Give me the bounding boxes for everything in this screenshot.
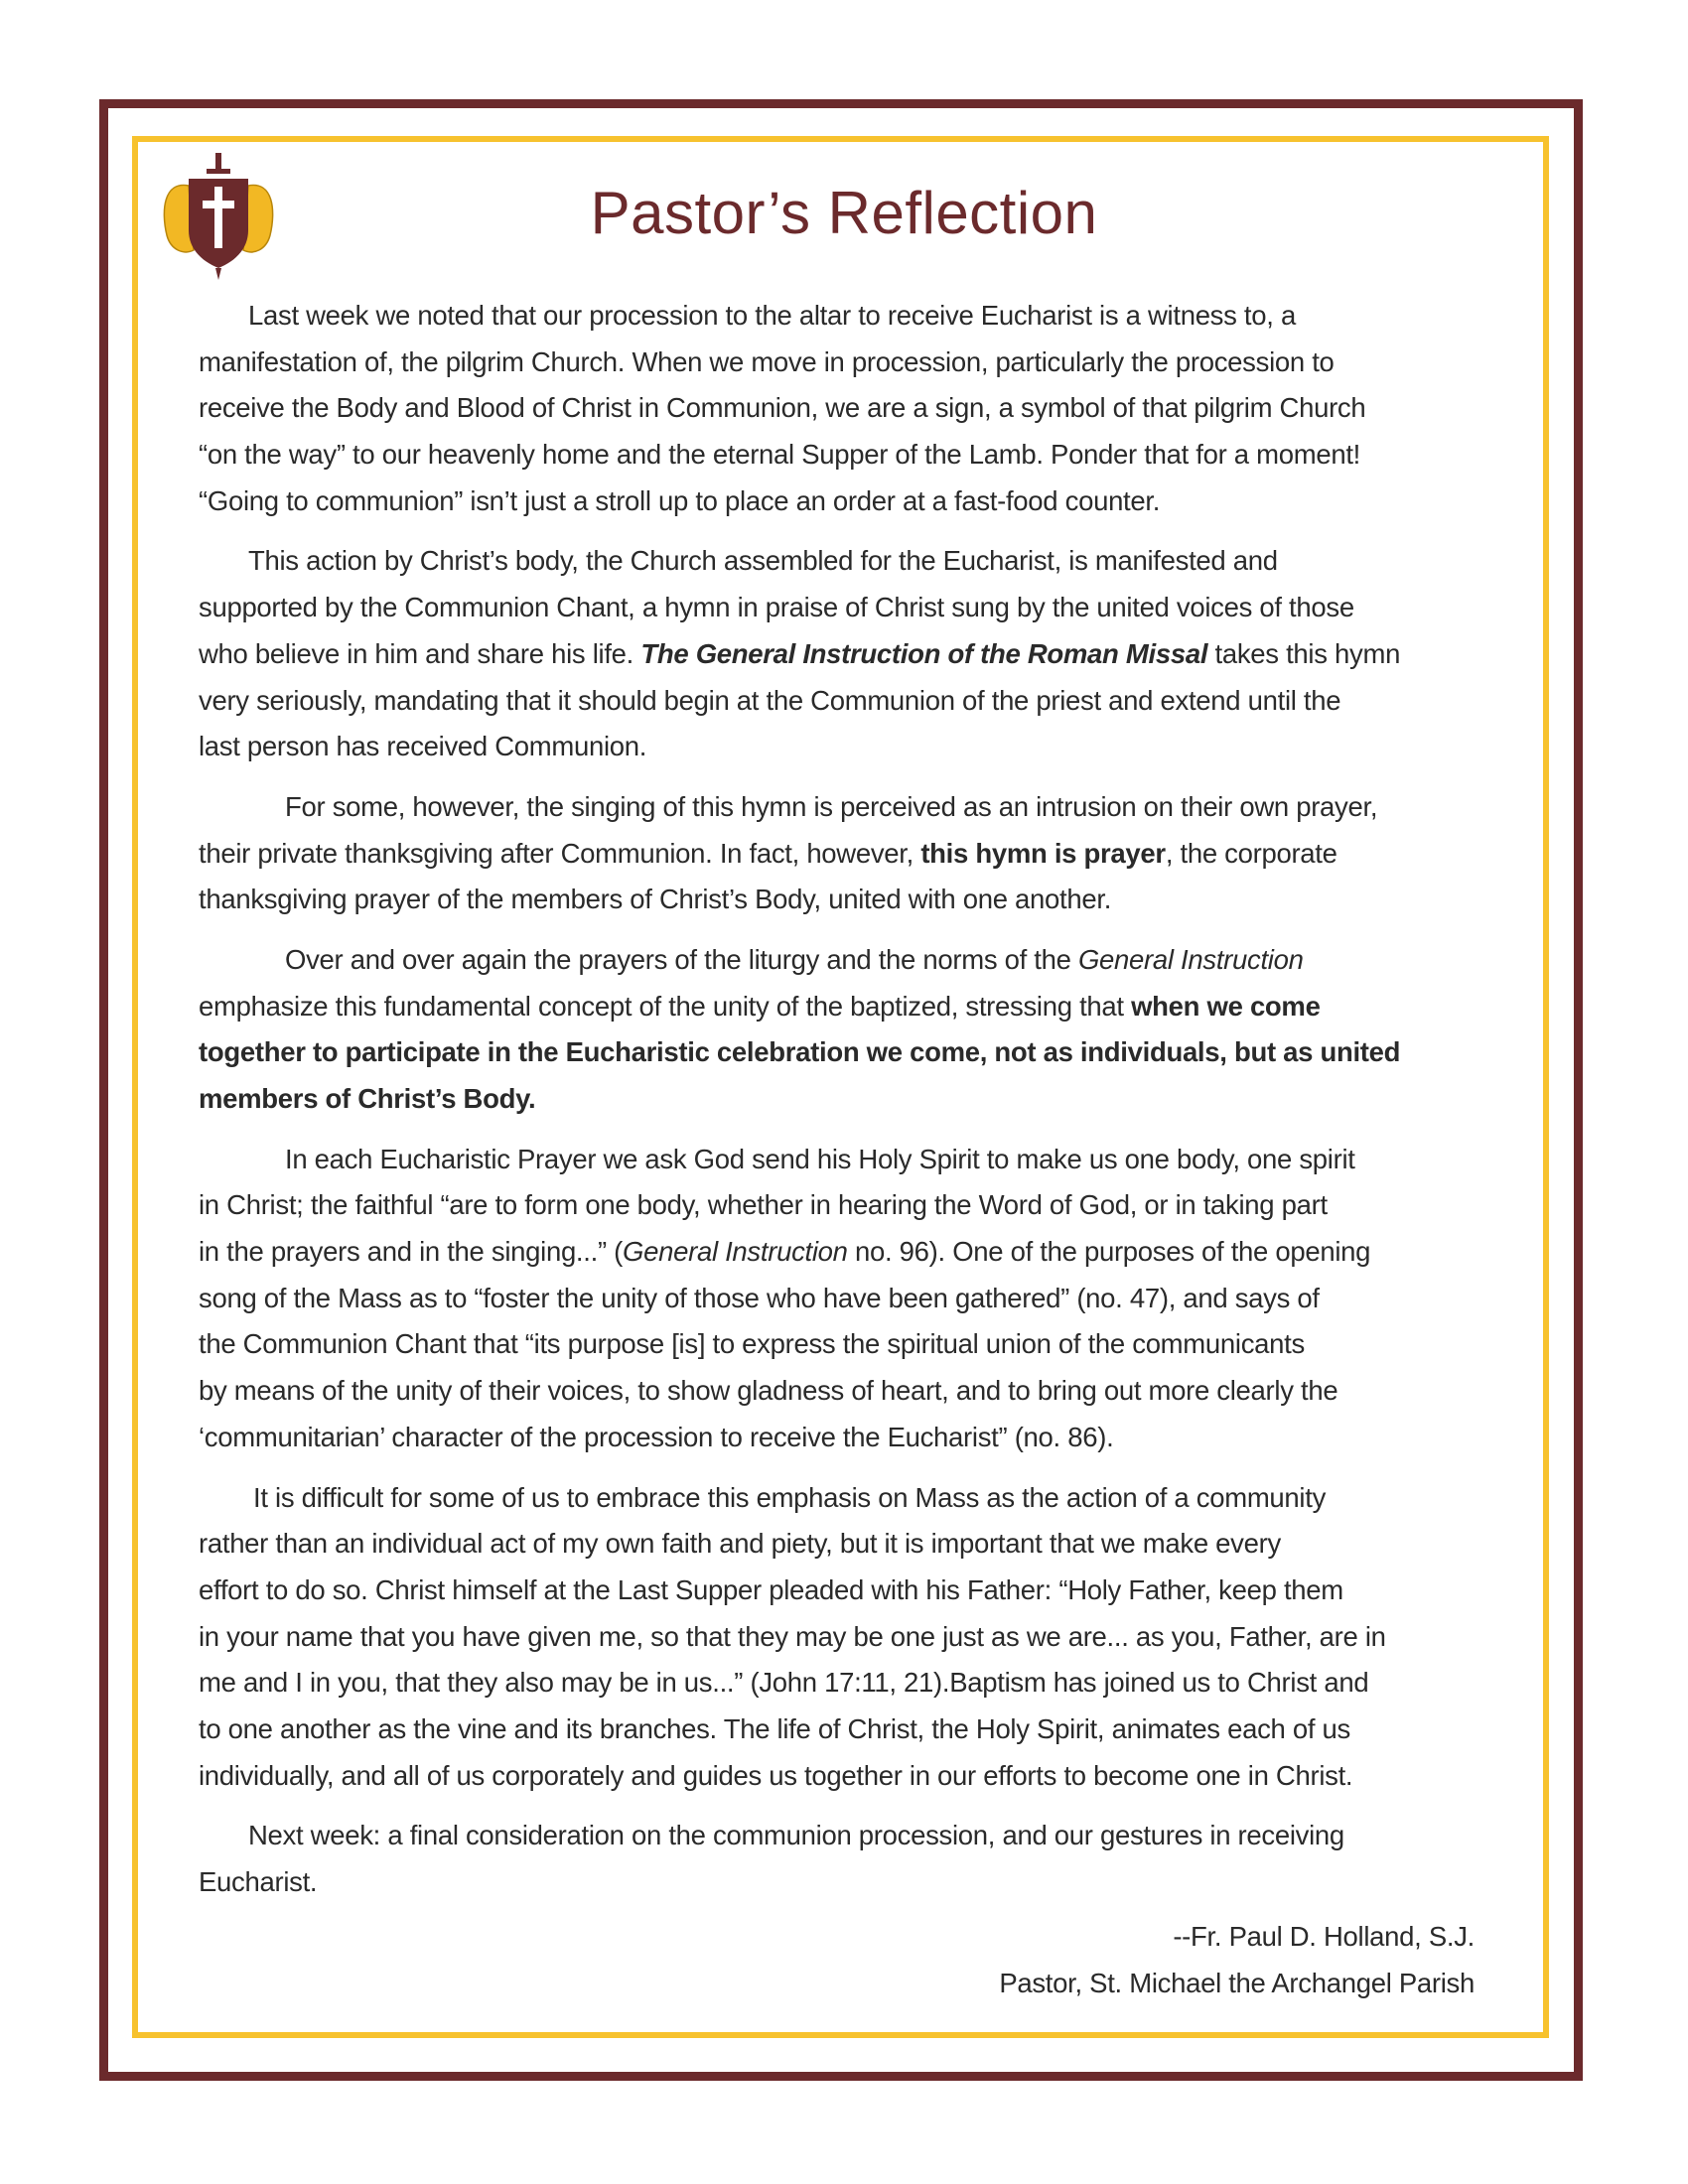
text-line: [199, 1076, 1489, 1123]
text-line: manifestation of, the pilgrim Church. When we move in procession, particularly the procession to: [199, 345, 1335, 377]
text-line: receive the Body and Blood of Christ in Communion, we are a sign, a symbol of that pilgrim Church: [199, 392, 1366, 424]
text-line: song of the Mass as to “foster the unity of those who have been gathered” (no. 47), and says of: [199, 1282, 1320, 1313]
emphasis-text: General Instruction: [623, 1236, 848, 1268]
text-segment: Over and over again the prayers of the liturgy and the norms of the: [285, 943, 1078, 975]
signature-name: --Fr. Paul D. Holland, S.J.: [1173, 1921, 1475, 1952]
emphasis-text: The General Instruction of the Roman Missal: [640, 637, 1208, 669]
text-line: to one another as the vine and its branches. The life of Christ, the Holy Spirit, animates each of us: [199, 1712, 1350, 1744]
text-line: me and I in you, that they also may be in us...” (John 17:11, 21).Baptism has joined us to Christ and: [199, 1667, 1369, 1699]
text-segment: in the prayers and in the singing...” (: [199, 1236, 624, 1268]
emphasis-text: when we come: [1131, 990, 1321, 1022]
text-line: individually, and all of us corporately and guides us together in our efforts to become one in Christ.: [199, 1759, 1353, 1791]
text-segment: their private thanksgiving after Communion. In fact, however,: [199, 837, 921, 869]
text-line: “Going to communion” isn’t just a stroll up to place an order at a fast-food counter.: [199, 484, 1161, 516]
text-line: “on the way” to our heavenly home and the eternal Supper of the Lamb. Ponder that for a moment!: [199, 439, 1360, 471]
text-line: For some, however, the singing of this hymn is perceived as an intrusion on their own prayer,: [285, 790, 1378, 822]
text-line: effort to do so. Christ himself at the Last Supper pleaded with his Father: “Holy Father, keep them: [199, 1573, 1343, 1605]
text-line: Next week: a final consideration on the communion procession, and our gestures in receiving: [248, 1820, 1344, 1851]
paragraph: [199, 784, 1489, 923]
text-line: It is difficult for some of us to embrace this emphasis on Mass as the action of a community: [253, 1481, 1327, 1513]
text-line: thanksgiving prayer of the members of Christ’s Body, united with one another.: [199, 884, 1112, 915]
text-line: This action by Christ’s body, the Church assembled for the Eucharist, is manifested and: [248, 545, 1278, 577]
paragraph: [199, 1475, 1489, 1800]
emphasis-text: together to participate in the Eucharistic celebration we come, not as individuals, but as united: [199, 1036, 1401, 1068]
paragraph: [199, 538, 1489, 769]
paragraph: [199, 1137, 1489, 1461]
text-line: [199, 1029, 1489, 1076]
emphasis-text: General Instruction: [1077, 943, 1304, 975]
text-line: by means of the unity of their voices, to show gladness of heart, and to bring out more clearly the: [199, 1375, 1338, 1407]
text-line: Eucharist.: [199, 1866, 318, 1897]
text-line: the Communion Chant that “its purpose [is] to express the spiritual union of the communicants: [199, 1328, 1305, 1360]
emphasis-text: this hymn is prayer: [920, 837, 1166, 869]
text-line: [199, 984, 1489, 1030]
text-segment: takes this hymn: [1207, 637, 1401, 669]
page-title: Pastor’s Reflection: [590, 180, 1098, 246]
text-segment: who believe in him and share his life.: [199, 637, 641, 669]
text-line: ‘communitarian’ character of the procession to receive the Eucharist” (no. 86).: [199, 1421, 1114, 1452]
text-line: Last week we noted that our procession to the altar to receive Eucharist is a witness to, a: [248, 300, 1296, 331]
reflection-body: [199, 293, 1489, 1920]
text-line: in your name that you have given me, so that they may be one just as we are... as you, Father, are in: [199, 1620, 1386, 1652]
text-line: [199, 631, 1489, 678]
text-line: [199, 937, 1489, 984]
text-segment: , the corporate: [1165, 837, 1337, 869]
text-line: [199, 831, 1489, 878]
paragraph: [199, 1813, 1489, 1905]
text-line: very seriously, mandating that it should begin at the Communion of the priest and extend until the: [199, 684, 1341, 716]
text-line: in Christ; the faithful “are to form one body, whether in hearing the Word of God, or in taking part: [199, 1189, 1328, 1221]
text-line: supported by the Communion Chant, a hymn in praise of Christ sung by the united voices of those: [199, 592, 1354, 623]
signature-role: Pastor, St. Michael the Archangel Parish: [999, 1968, 1475, 1998]
paragraph: [199, 293, 1489, 524]
emphasis-text: members of Christ’s Body.: [199, 1083, 536, 1114]
text-line: rather than an individual act of my own faith and piety, but it is important that we make every: [199, 1528, 1281, 1560]
text-segment: no. 96). One of the purposes of the opening: [847, 1236, 1371, 1268]
text-line: In each Eucharistic Prayer we ask God send his Holy Spirit to make us one body, one spirit: [285, 1143, 1355, 1174]
paragraph: [199, 937, 1489, 1123]
text-line: last person has received Communion.: [199, 731, 647, 762]
text-line: [199, 1229, 1489, 1276]
text-segment: emphasize this fundamental concept of the unity of the baptized, stressing that: [199, 990, 1132, 1022]
